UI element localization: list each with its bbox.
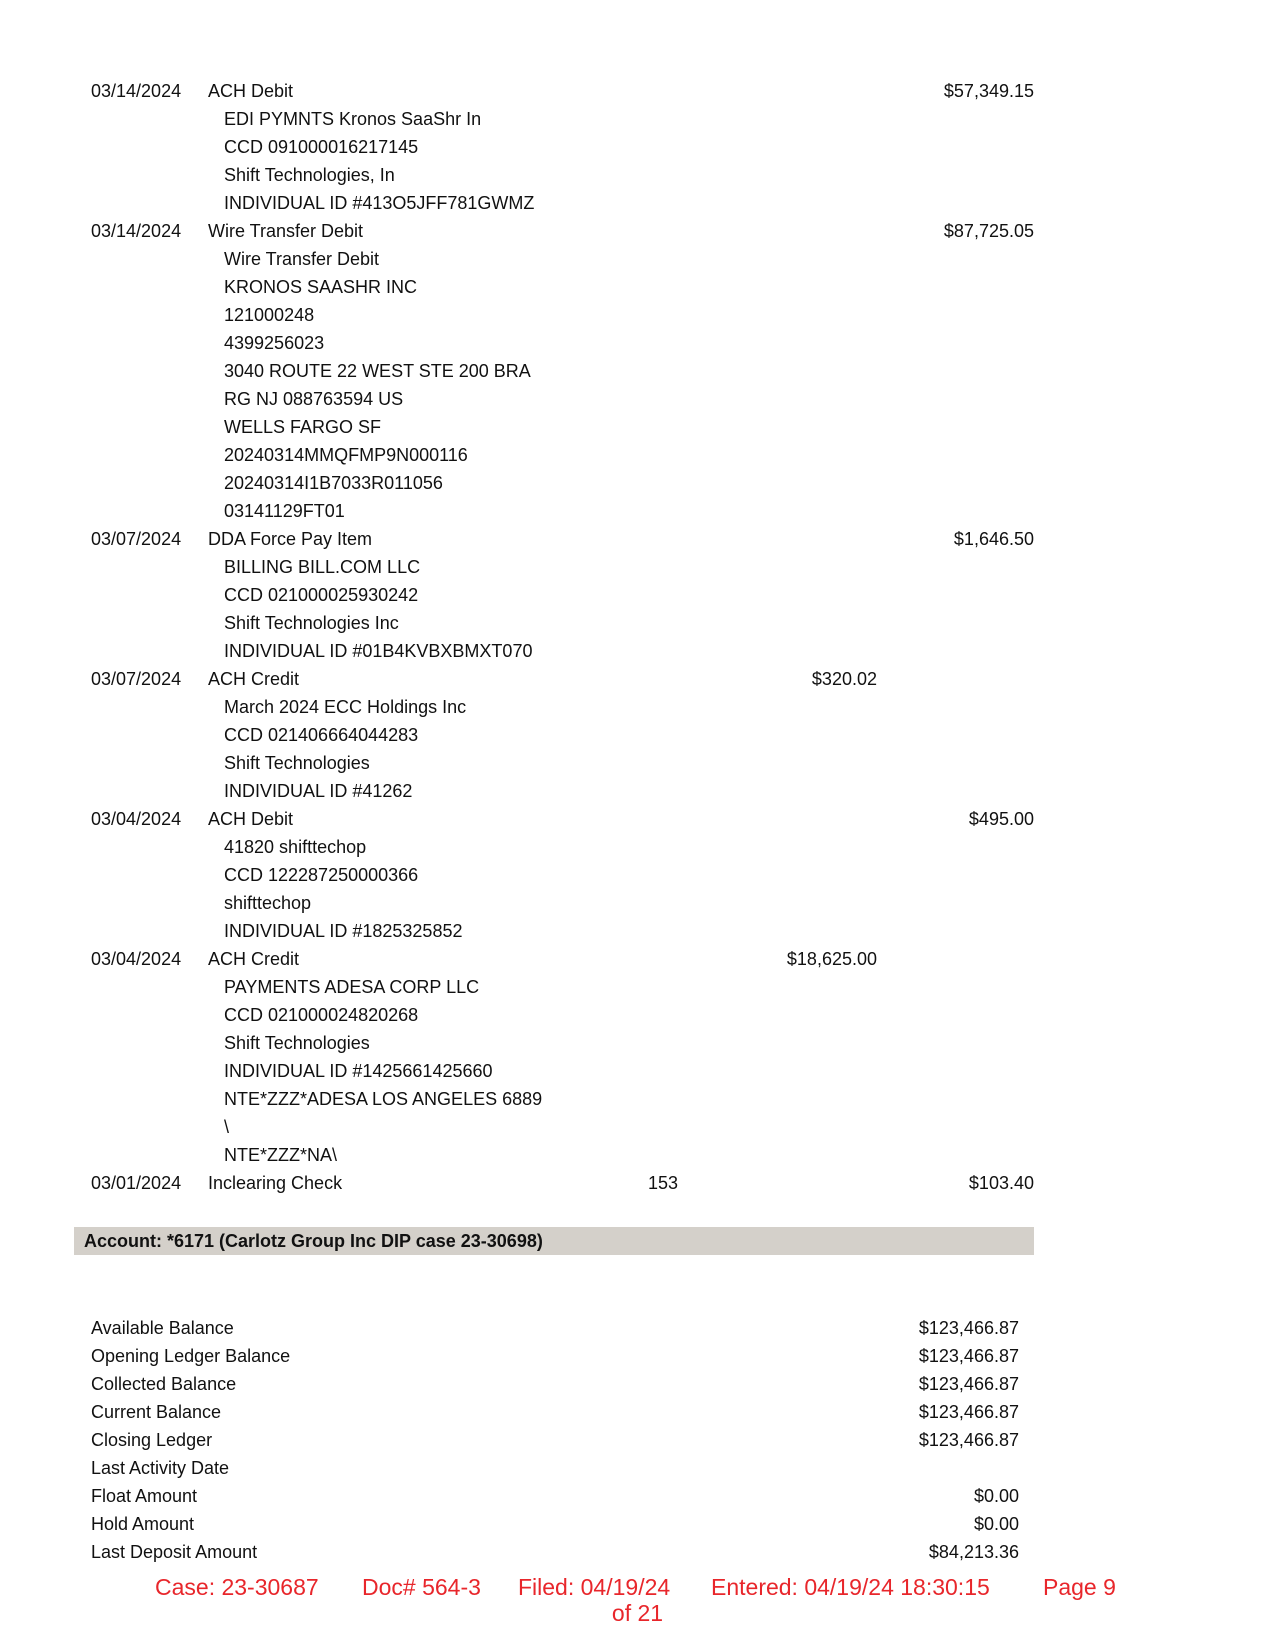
transaction-detail-row xyxy=(0,329,1275,357)
transaction-detail-line: 41820 shifttechop xyxy=(224,837,367,857)
transaction-debit-amount: $57,349.15 xyxy=(943,81,1034,101)
transaction-detail-line: shifttechop xyxy=(224,893,312,913)
balance-summary xyxy=(0,1314,1275,1566)
transaction-detail-row xyxy=(0,301,1275,329)
transaction-detail-row xyxy=(0,357,1275,385)
transaction-detail-line: March 2024 ECC Holdings Inc xyxy=(224,697,467,717)
transaction-detail-row xyxy=(0,385,1275,413)
transaction-detail-line: 20240314MMQFMP9N000116 xyxy=(224,445,468,465)
transaction-detail-line: CCD 122287250000366 xyxy=(224,865,419,885)
transaction-detail-row xyxy=(0,189,1275,217)
transaction-detail-line: INDIVIDUAL ID #41262 xyxy=(224,781,413,801)
transaction-row xyxy=(0,77,1275,105)
transaction-credit-amount: $18,625.00 xyxy=(786,949,877,969)
transaction-detail-line: RG NJ 088763594 US xyxy=(224,389,404,409)
transaction-detail-row xyxy=(0,637,1275,665)
transaction-debit-amount: $1,646.50 xyxy=(953,529,1034,549)
transaction-row xyxy=(0,805,1275,833)
transaction-detail-row xyxy=(0,161,1275,189)
balance-label: Last Activity Date xyxy=(91,1458,230,1478)
transaction-detail-row xyxy=(0,1001,1275,1029)
footer-entered: Entered: 04/19/24 18:30:15 xyxy=(711,1574,990,1600)
transaction-detail-line: CCD 091000016217145 xyxy=(224,137,419,157)
transaction-detail-line: 03141129FT01 xyxy=(224,501,345,521)
balance-value: $123,466.87 xyxy=(918,1430,1019,1450)
balance-row xyxy=(0,1510,1275,1538)
transaction-detail-row xyxy=(0,497,1275,525)
transaction-detail-row xyxy=(0,1029,1275,1057)
transaction-description: ACH Credit xyxy=(208,669,300,689)
balance-label: Closing Ledger xyxy=(91,1430,213,1450)
transaction-detail-row xyxy=(0,245,1275,273)
transaction-detail-row xyxy=(0,917,1275,945)
transaction-description: Wire Transfer Debit xyxy=(208,221,364,241)
transaction-detail-line: Shift Technologies Inc xyxy=(224,613,399,633)
transaction-list xyxy=(0,77,1275,1197)
account-header-text: Account: *6171 (Carlotz Group Inc DIP case 23-30698) xyxy=(84,1231,543,1251)
balance-row xyxy=(0,1370,1275,1398)
balance-label: Last Deposit Amount xyxy=(91,1542,258,1562)
transaction-detail-line: CCD 021000025930242 xyxy=(224,585,419,605)
balance-row xyxy=(0,1538,1275,1566)
transaction-detail-row xyxy=(0,749,1275,777)
transaction-description: ACH Debit xyxy=(208,809,294,829)
transaction-detail-row xyxy=(0,441,1275,469)
transaction-detail-row xyxy=(0,861,1275,889)
transaction-detail-row xyxy=(0,553,1275,581)
transaction-detail-line: EDI PYMNTS Kronos SaaShr In xyxy=(224,109,482,129)
transaction-credit-amount: $320.02 xyxy=(811,669,877,689)
transaction-check-number: 153 xyxy=(648,1173,679,1193)
transaction-detail-line: 4399256023 xyxy=(224,333,325,353)
transaction-detail-line: CCD 021406664044283 xyxy=(224,725,419,745)
transaction-detail-row xyxy=(0,1113,1275,1141)
transaction-description: ACH Credit xyxy=(208,949,300,969)
transaction-detail-row xyxy=(0,1057,1275,1085)
balance-label: Opening Ledger Balance xyxy=(91,1346,291,1366)
footer-page-of: of 21 xyxy=(611,1600,664,1626)
transaction-date: 03/14/2024 xyxy=(91,81,182,101)
transaction-row xyxy=(0,1169,1275,1197)
transaction-date: 03/04/2024 xyxy=(91,809,182,829)
balance-label: Float Amount xyxy=(91,1486,198,1506)
transaction-date: 03/14/2024 xyxy=(91,221,182,241)
transaction-detail-row xyxy=(0,1141,1275,1169)
footer-filed: Filed: 04/19/24 xyxy=(518,1574,671,1600)
balance-value: $123,466.87 xyxy=(918,1402,1019,1422)
balance-value: $84,213.36 xyxy=(928,1542,1019,1562)
transaction-date: 03/04/2024 xyxy=(91,949,182,969)
balance-label: Current Balance xyxy=(91,1402,222,1422)
transaction-detail-line: NTE*ZZZ*NA\ xyxy=(224,1145,338,1165)
balance-value: $123,466.87 xyxy=(918,1318,1019,1338)
balance-row xyxy=(0,1314,1275,1342)
balance-row xyxy=(0,1482,1275,1510)
transaction-debit-amount: $87,725.05 xyxy=(943,221,1034,241)
footer-case: Case: 23-30687 xyxy=(155,1574,319,1600)
transaction-detail-line: Shift Technologies, In xyxy=(224,165,395,185)
transaction-row xyxy=(0,217,1275,245)
balance-row xyxy=(0,1398,1275,1426)
transaction-detail-row xyxy=(0,777,1275,805)
balance-row xyxy=(0,1454,1275,1482)
transaction-row xyxy=(0,665,1275,693)
balance-label: Collected Balance xyxy=(91,1374,237,1394)
transaction-detail-line: BILLING BILL.COM LLC xyxy=(224,557,421,577)
transaction-detail-line: Wire Transfer Debit xyxy=(224,249,380,269)
balance-value: $123,466.87 xyxy=(918,1346,1019,1366)
transaction-detail-line: INDIVIDUAL ID #1425661425660 xyxy=(224,1061,493,1081)
transaction-date: 03/01/2024 xyxy=(91,1173,182,1193)
footer-doc: Doc# 564-3 xyxy=(362,1574,481,1600)
filing-stamp-footer xyxy=(0,1574,1275,1626)
transaction-detail-row xyxy=(0,833,1275,861)
balance-value: $0.00 xyxy=(973,1514,1019,1534)
transaction-description: DDA Force Pay Item xyxy=(208,529,373,549)
transaction-detail-row xyxy=(0,105,1275,133)
transaction-detail-line: Shift Technologies xyxy=(224,753,370,773)
transaction-detail-line: \ xyxy=(224,1117,230,1137)
transaction-detail-row xyxy=(0,721,1275,749)
transaction-detail-row xyxy=(0,133,1275,161)
transaction-row xyxy=(0,945,1275,973)
transaction-debit-amount: $495.00 xyxy=(968,809,1034,829)
transaction-detail-row xyxy=(0,273,1275,301)
balance-row xyxy=(0,1426,1275,1454)
transaction-detail-line: INDIVIDUAL ID #413O5JFF781GWMZ xyxy=(224,193,535,213)
transaction-detail-row xyxy=(0,889,1275,917)
transaction-detail-line: INDIVIDUAL ID #01B4KVBXBMXT070 xyxy=(224,641,533,661)
balance-value: $0.00 xyxy=(973,1486,1019,1506)
transaction-detail-line: 121000248 xyxy=(224,305,315,325)
transaction-detail-row xyxy=(0,469,1275,497)
transaction-description: Inclearing Check xyxy=(208,1173,343,1193)
transaction-detail-line: PAYMENTS ADESA CORP LLC xyxy=(224,977,480,997)
transaction-detail-row xyxy=(0,973,1275,1001)
transaction-date: 03/07/2024 xyxy=(91,669,182,689)
transaction-debit-amount: $103.40 xyxy=(968,1173,1034,1193)
balance-label: Hold Amount xyxy=(91,1514,195,1534)
balance-value: $123,466.87 xyxy=(918,1374,1019,1394)
transaction-row xyxy=(0,525,1275,553)
transaction-detail-row xyxy=(0,581,1275,609)
transaction-detail-line: Shift Technologies xyxy=(224,1033,370,1053)
transaction-detail-row xyxy=(0,1085,1275,1113)
transaction-detail-line: 3040 ROUTE 22 WEST STE 200 BRA xyxy=(224,361,531,381)
footer-page: Page 9 xyxy=(1043,1574,1116,1600)
transaction-detail-line: CCD 021000024820268 xyxy=(224,1005,419,1025)
transaction-detail-line: NTE*ZZZ*ADESA LOS ANGELES 6889 xyxy=(224,1089,543,1109)
transaction-detail-line: KRONOS SAASHR INC xyxy=(224,277,418,297)
transaction-date: 03/07/2024 xyxy=(91,529,182,549)
account-header-bar xyxy=(74,1227,1034,1255)
transaction-description: ACH Debit xyxy=(208,81,294,101)
balance-label: Available Balance xyxy=(91,1318,234,1338)
transaction-detail-line: 20240314I1B7033R011056 xyxy=(224,473,443,493)
transaction-detail-line: WELLS FARGO SF xyxy=(224,417,382,437)
transaction-detail-line: INDIVIDUAL ID #1825325852 xyxy=(224,921,463,941)
transaction-detail-row xyxy=(0,609,1275,637)
transaction-detail-row xyxy=(0,413,1275,441)
balance-row xyxy=(0,1342,1275,1370)
transaction-detail-row xyxy=(0,693,1275,721)
